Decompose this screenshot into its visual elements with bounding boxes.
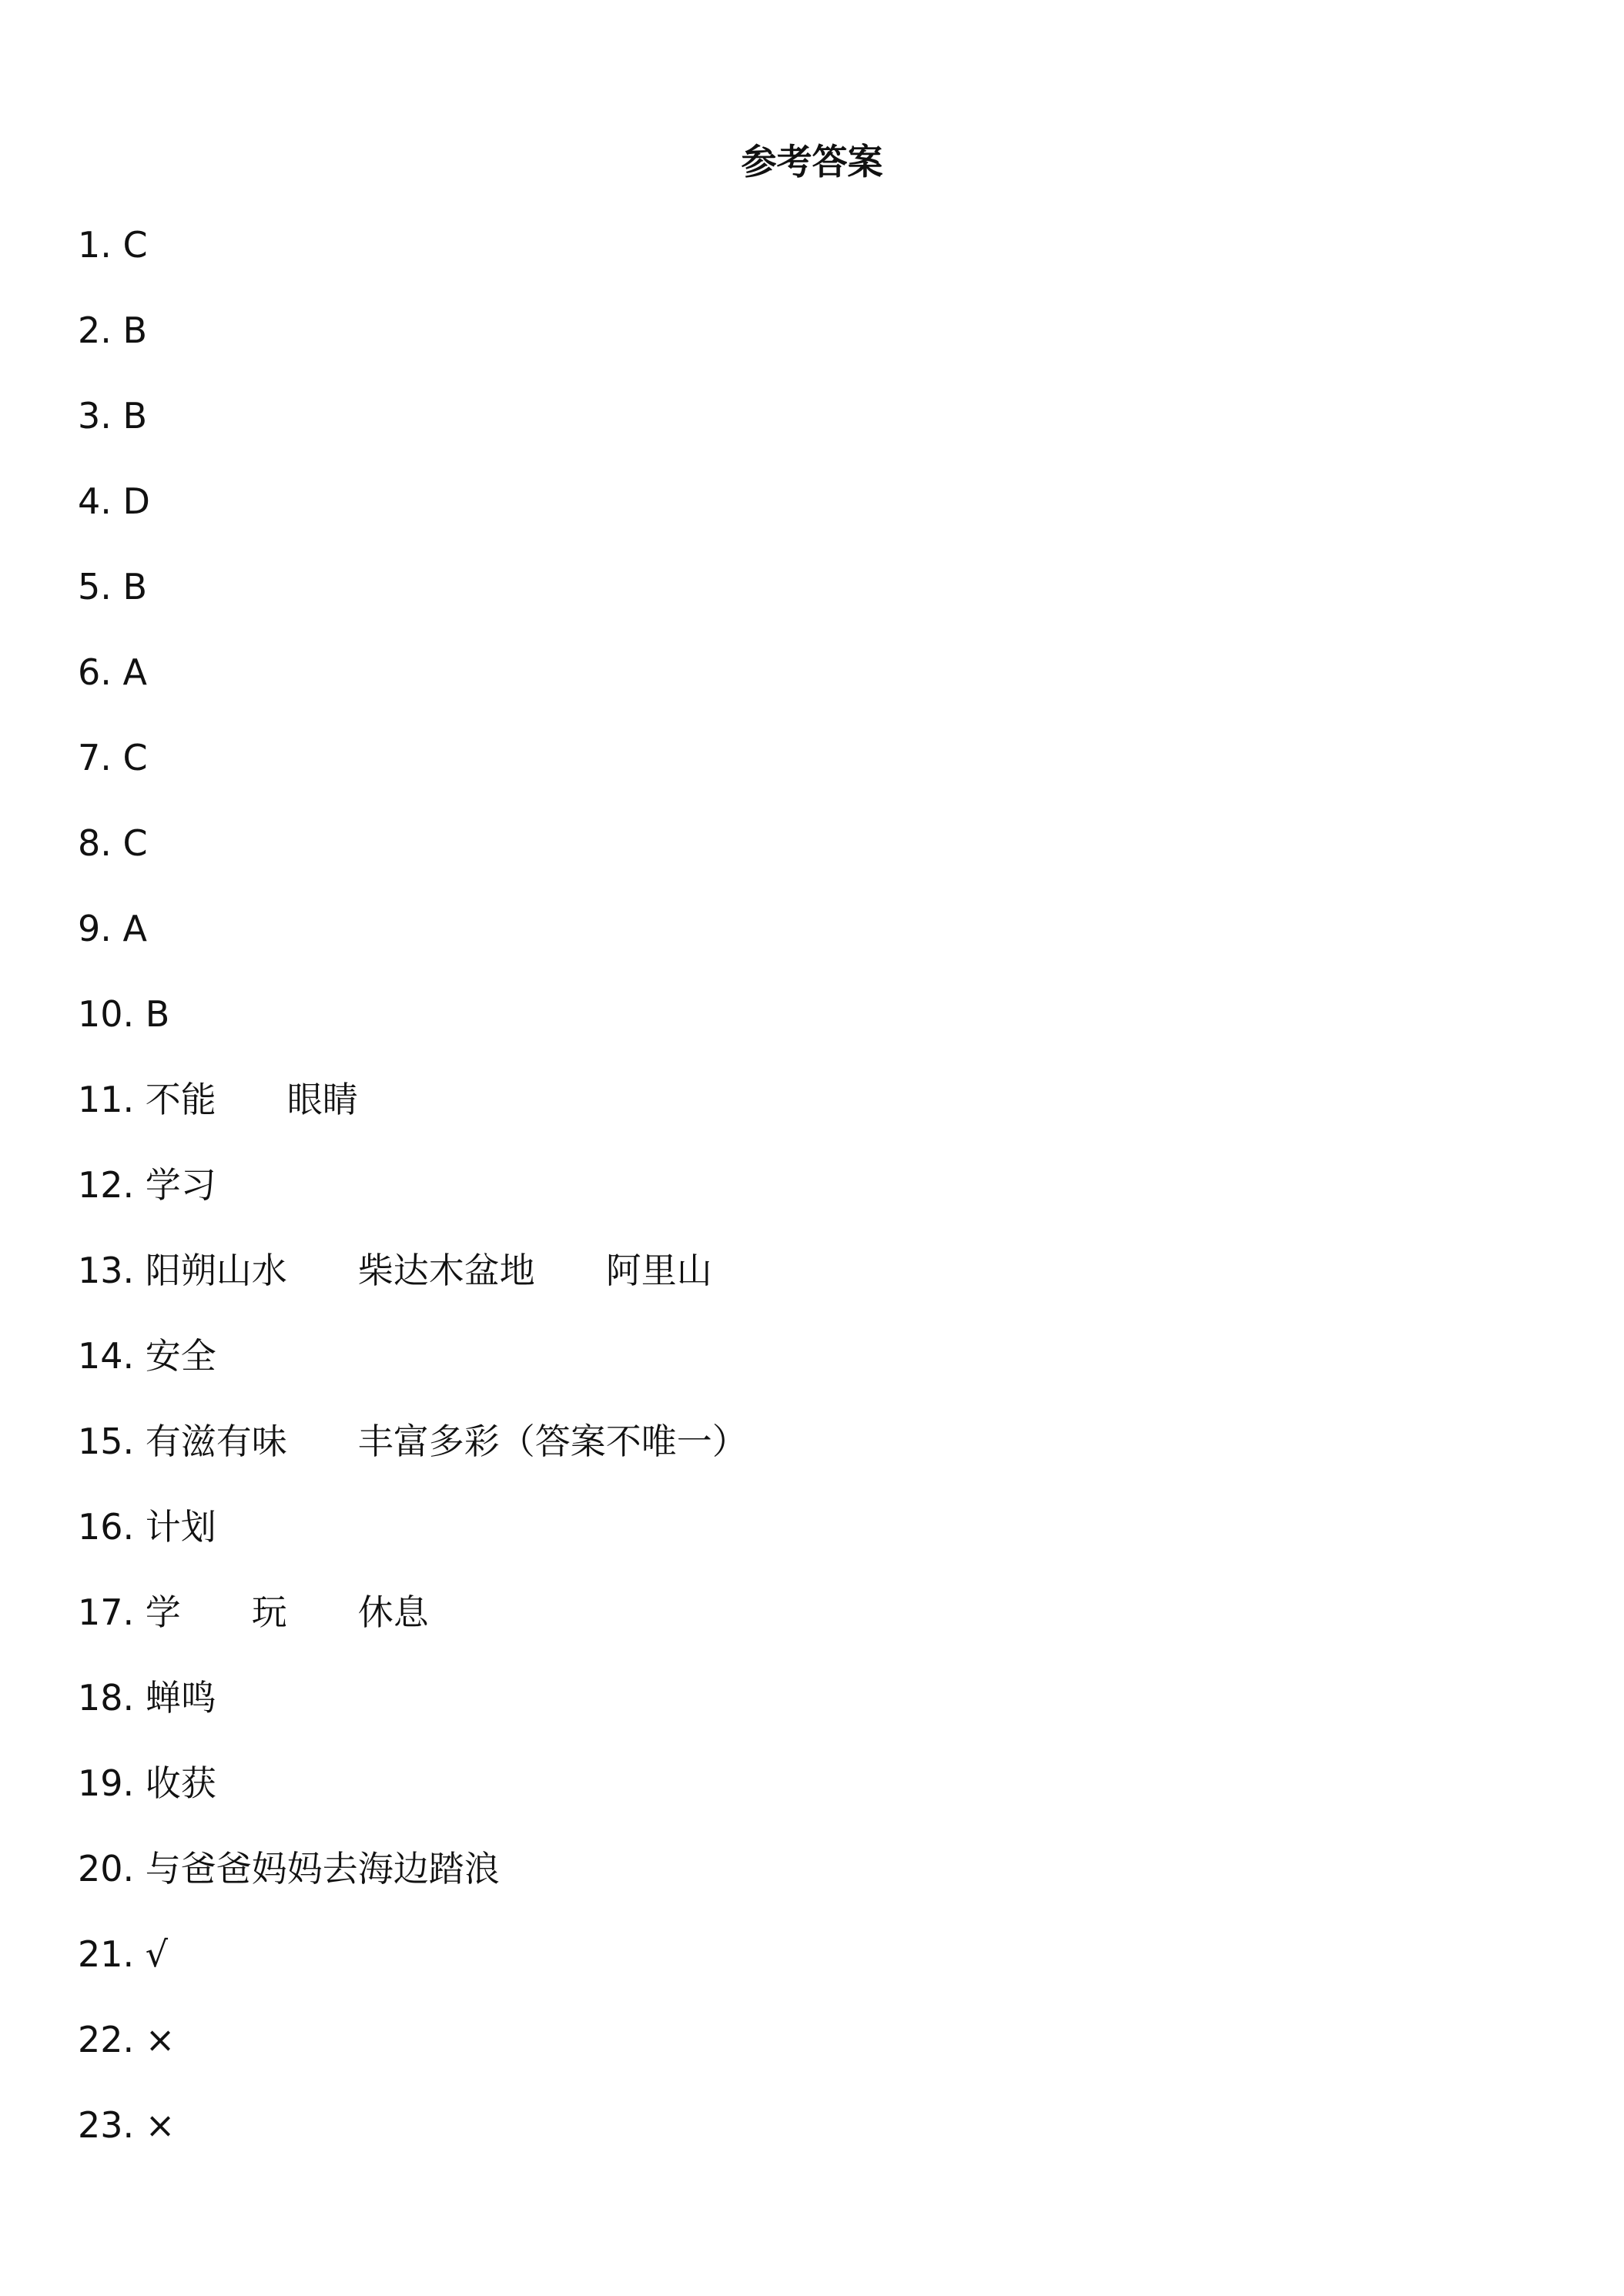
answer-number: 16. xyxy=(78,1506,135,1548)
answer-text: × xyxy=(145,2019,176,2060)
answer-item-8 xyxy=(78,818,748,904)
answer-item-4 xyxy=(78,477,748,562)
answer-text: B xyxy=(145,993,170,1035)
answer-text: 收获 xyxy=(145,1762,216,1804)
answer-item-1 xyxy=(78,220,748,306)
answer-text: C xyxy=(122,224,148,266)
answer-item-6 xyxy=(78,648,748,733)
answer-item-22 xyxy=(78,2015,748,2100)
answer-text: 安全 xyxy=(145,1335,216,1377)
answer-text: D xyxy=(122,480,150,522)
answer-text: A xyxy=(122,908,147,949)
answer-item-23 xyxy=(78,2100,748,2186)
answer-item-7 xyxy=(78,733,748,818)
answer-item-19 xyxy=(78,1759,748,1844)
answer-text: 与爸爸妈妈去海边踏浪 xyxy=(145,1848,500,1889)
answer-number: 2. xyxy=(78,310,112,351)
answer-text: 阳朔山水 柴达木盆地 阿里山 xyxy=(145,1250,712,1291)
answer-number: 3. xyxy=(78,395,112,437)
answer-item-17 xyxy=(78,1588,748,1673)
answer-item-15 xyxy=(78,1417,748,1502)
answer-text: C xyxy=(122,822,148,864)
answer-list xyxy=(78,220,748,2186)
answer-number: 18. xyxy=(78,1677,135,1719)
answer-number: 11. xyxy=(78,1079,135,1120)
answer-number: 10. xyxy=(78,993,135,1035)
answer-text: 蝉鸣 xyxy=(145,1677,216,1719)
answer-item-13 xyxy=(78,1246,748,1331)
answer-number: 12. xyxy=(78,1164,135,1206)
answer-item-16 xyxy=(78,1502,748,1588)
answer-number: 17. xyxy=(78,1591,135,1633)
page-title: 参考答案 xyxy=(741,141,883,182)
answer-number: 5. xyxy=(78,566,112,607)
answer-text: A xyxy=(122,651,147,693)
answer-item-2 xyxy=(78,306,748,391)
answer-item-5 xyxy=(78,562,748,648)
answer-number: 1. xyxy=(78,224,112,266)
answer-text: B xyxy=(122,395,148,437)
answer-number: 22. xyxy=(78,2019,135,2060)
answer-item-9 xyxy=(78,904,748,989)
answer-item-3 xyxy=(78,391,748,477)
answer-text: 学 玩 休息 xyxy=(145,1591,429,1633)
answer-item-11 xyxy=(78,1075,748,1160)
answer-item-12 xyxy=(78,1160,748,1246)
answer-text: × xyxy=(145,2104,176,2146)
answer-text: B xyxy=(122,310,148,351)
answer-item-20 xyxy=(78,1844,748,1930)
answer-number: 20. xyxy=(78,1848,135,1889)
answer-number: 15. xyxy=(78,1421,135,1462)
answer-text: 不能 眼睛 xyxy=(145,1079,358,1120)
answer-number: 21. xyxy=(78,1933,135,1975)
answer-number: 4. xyxy=(78,480,112,522)
answer-number: 8. xyxy=(78,822,112,864)
answer-text: 学习 xyxy=(145,1164,216,1206)
answer-text: B xyxy=(122,566,148,607)
answer-item-18 xyxy=(78,1673,748,1759)
answer-number: 14. xyxy=(78,1335,135,1377)
answer-text: 计划 xyxy=(145,1506,216,1548)
answer-number: 13. xyxy=(78,1250,135,1291)
answer-text: √ xyxy=(145,1933,169,1975)
answer-number: 6. xyxy=(78,651,112,693)
answer-item-10 xyxy=(78,989,748,1075)
answer-number: 7. xyxy=(78,737,112,778)
answer-number: 19. xyxy=(78,1762,135,1804)
answer-text: 有滋有味 丰富多彩（答案不唯一） xyxy=(145,1421,748,1462)
answer-number: 9. xyxy=(78,908,112,949)
answer-text: C xyxy=(122,737,148,778)
answer-number: 23. xyxy=(78,2104,135,2146)
answer-item-14 xyxy=(78,1331,748,1417)
answer-item-21 xyxy=(78,1930,748,2015)
